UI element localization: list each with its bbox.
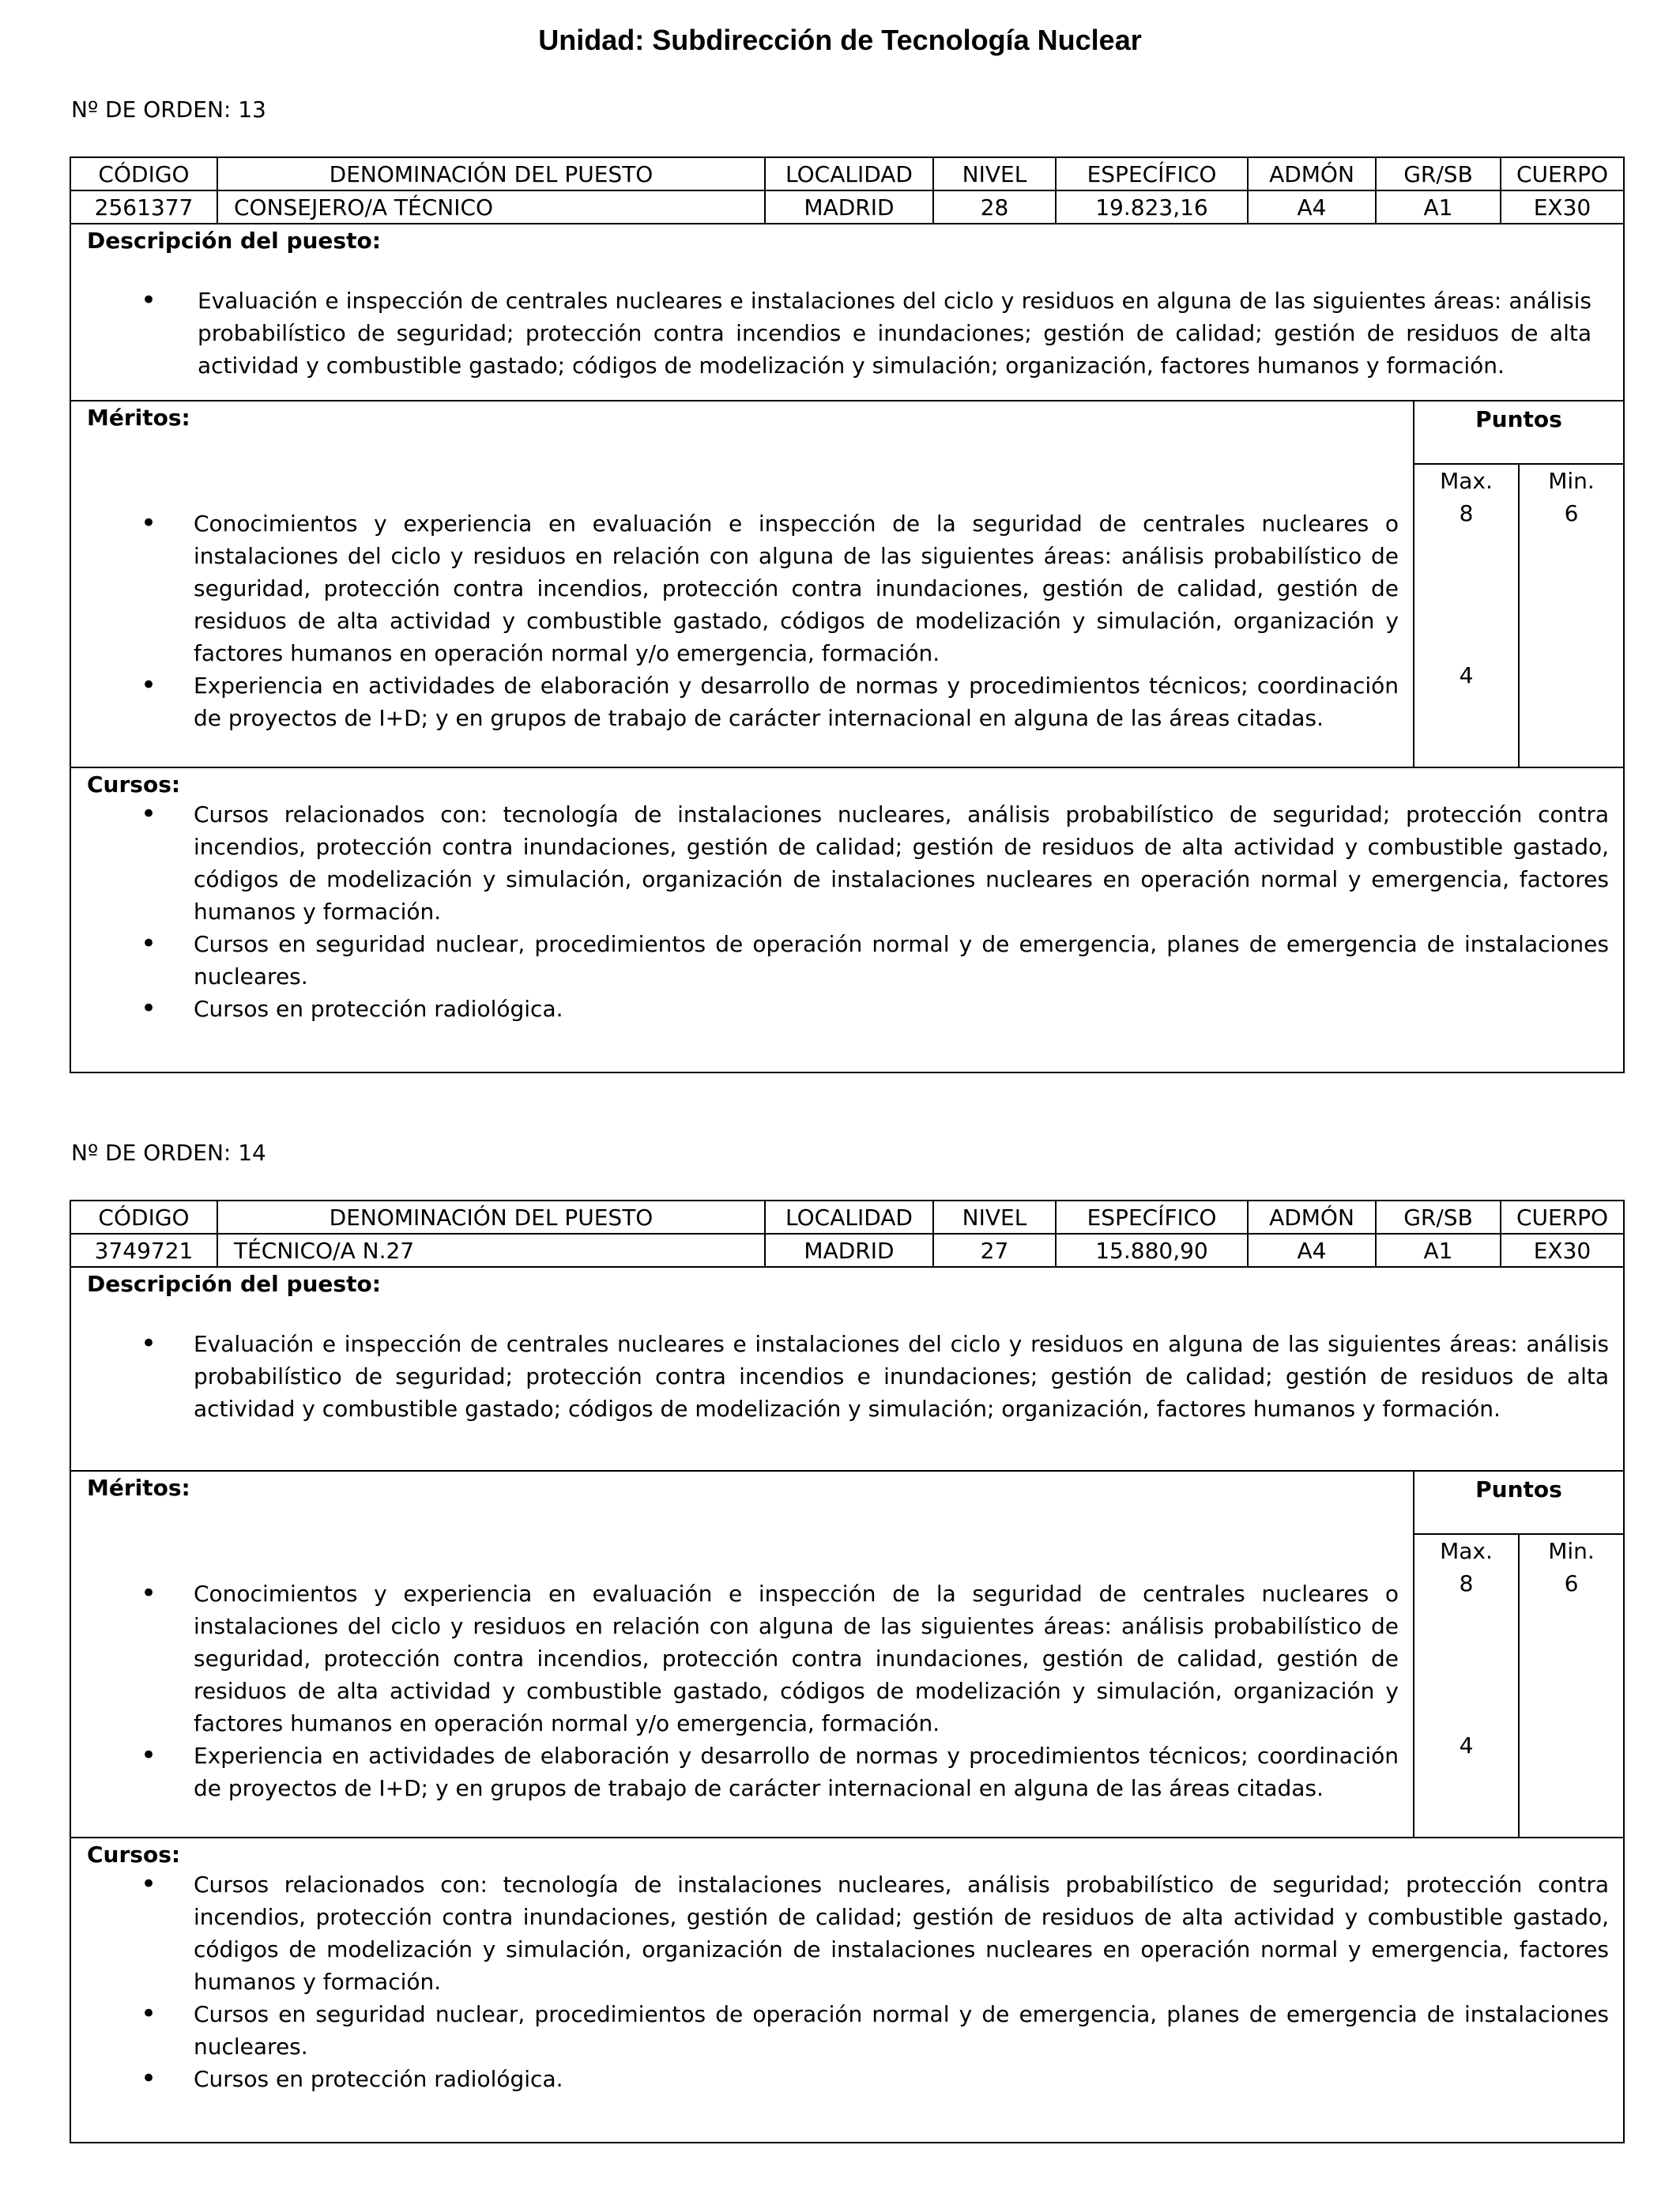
curso-item: • Cursos relacionados con: tecnología de instalaciones nucleares, análisis probabilístico de seguridad; protección contra incendios, protección contra inundaciones, gestión de calidad; gestión de residuos de alta actividad y combustible gastado, códigos de modelización y simulación, organización de instalaciones nucleares en operación normal y emergencia, factores humanos y formación. [71,798,1609,928]
merito-item: • Experiencia en actividades de elaboración y desarrollo de normas y procedimientos técnicos; coordinación de proyectos de I+D; y en grupos de trabajo de carácter internacional en alguna de las áreas citadas. [71,1740,1399,1804]
col-header-admon: ADMÓN [1249,1201,1377,1233]
descripcion-label: Descripción del puesto: [87,1271,381,1297]
col-header-localidad: LOCALIDAD [766,158,934,190]
puntos-label: Puntos [1414,401,1623,465]
nivel-value: 28 [934,191,1057,223]
meritos-main [71,1472,1414,1837]
min-label: Min. [1548,468,1595,494]
meritos-section [71,1472,1623,1838]
puntos-label: Puntos [1414,1472,1623,1535]
cursos-label: Cursos: [87,1842,181,1868]
value-row [71,191,1623,224]
puntos-max-column [1414,465,1520,767]
admon-value: A4 [1249,191,1377,223]
header-row [71,158,1623,191]
cuerpo-value: EX30 [1533,1237,1591,1264]
meritos-label: Méritos: [87,1475,190,1501]
col-header-admon: ADMÓN [1249,158,1377,190]
descripcion-section [71,1268,1623,1472]
denominacion-value: TÉCNICO/A N.27 [218,1235,766,1266]
col-header-denominacion: DENOMINACIÓN DEL PUESTO [218,158,766,190]
col-header-grsb: GR/SB [1377,158,1501,190]
min-label: Min. [1548,1538,1595,1564]
localidad-value: MADRID [766,191,934,223]
cursos-list [71,1868,1623,2095]
max-label: Max. [1440,468,1493,494]
localidad-value: MADRID [766,1235,934,1266]
codigo-value: 2561377 [71,191,218,223]
cursos-section [71,768,1623,1072]
meritos-list [71,1578,1413,1804]
value-row [71,1235,1623,1268]
curso-item: • Cursos en seguridad nuclear, procedimientos de operación normal y de emergencia, planes de emergencia de instalaciones nucleares. [71,1998,1609,2063]
col-header-codigo: CÓDIGO [71,1201,218,1233]
min-value: 6 [1564,500,1579,526]
curso-item: • Cursos en protección radiológica. [71,993,1609,1025]
merito-item: • Conocimientos y experiencia en evaluación e inspección de la seguridad de centrales nucleares o instalaciones del ciclo y residuos en relación con alguna de las siguientes áreas: análisis probabilístico de seguridad, protección contra incendios, protección contra inundaciones, gestión de calidad, gestión de residuos de alta actividad y combustible gastado, códigos de modelización y simulación, organización y factores humanos en operación normal y/o emergencia, formación. [71,1578,1399,1740]
descripcion-list [71,285,1623,382]
meritos-section [71,401,1623,768]
cursos-list [71,798,1623,1025]
max-value: 8 [1459,1570,1474,1596]
puntos-panel [1414,401,1623,767]
descripcion-item: • Evaluación e inspección de centrales nucleares e instalaciones del ciclo y residuos en alguna de las siguientes áreas: análisis probabilístico de seguridad; protección contra incendios e inundaciones; gestión de calidad; gestión de residuos de alta actividad y combustible gastado; códigos de modelización y simulación; organización, factores humanos y formación. [71,1328,1609,1425]
col-header-grsb: GR/SB [1377,1201,1501,1233]
descripcion-label: Descripción del puesto: [87,228,381,254]
codigo-value: 3749721 [71,1235,218,1266]
order-number: Nº DE ORDEN: 13 [71,96,266,123]
page-title: Unidad: Subdirección de Tecnología Nuclear [538,24,1142,56]
puntos-min-column [1520,1535,1623,1837]
merito-item: • Conocimientos y experiencia en evaluación e inspección de la seguridad de centrales nucleares o instalaciones del ciclo y residuos en relación con alguna de las siguientes áreas: análisis probabilístico de seguridad, protección contra incendios, protección contra inundaciones, gestión de calidad, gestión de residuos de alta actividad y combustible gastado, códigos de modelización y simulación, organización y factores humanos en operación normal y/o emergencia, formación. [71,507,1399,669]
denominacion-value: CONSEJERO/A TÉCNICO [218,191,766,223]
descripcion-item: • Evaluación e inspección de centrales nucleares e instalaciones del ciclo y residuos en alguna de las siguientes áreas: análisis probabilístico de seguridad; protección contra incendios e inundaciones; gestión de calidad; gestión de residuos de alta actividad y combustible gastado; códigos de modelización y simulación; organización, factores humanos y formación. [71,285,1591,382]
cursos-section [71,1838,1623,2142]
cuerpo-value: EX30 [1533,194,1591,221]
col-header-localidad: LOCALIDAD [766,1201,934,1233]
min-value: 6 [1564,1570,1579,1596]
col-header-denominacion: DENOMINACIÓN DEL PUESTO [218,1201,766,1233]
curso-item: • Cursos en protección radiológica. [71,2063,1609,2095]
col-header-cuerpo: CUERPO [1516,160,1609,187]
puntos-panel [1414,1472,1623,1837]
col-header-especifico: ESPECÍFICO [1057,1201,1249,1233]
col-header-cuerpo: CUERPO [1516,1204,1609,1231]
job-block [70,156,1625,1073]
max-value: 4 [1459,662,1474,688]
descripcion-section [71,224,1623,401]
job-block [70,1200,1625,2143]
admon-value: A4 [1249,1235,1377,1266]
header-row [71,1201,1623,1235]
col-header-codigo: CÓDIGO [71,158,218,190]
descripcion-list [71,1328,1623,1425]
meritos-list [71,507,1413,734]
nivel-value: 27 [934,1235,1057,1266]
col-header-nivel: NIVEL [934,1201,1057,1233]
grsb-value: A1 [1377,1235,1501,1266]
max-label: Max. [1440,1538,1493,1564]
curso-item: • Cursos en seguridad nuclear, procedimientos de operación normal y de emergencia, planes de emergencia de instalaciones nucleares. [71,928,1609,993]
especifico-value: 15.880,90 [1057,1235,1249,1266]
especifico-value: 19.823,16 [1057,191,1249,223]
puntos-max-column [1414,1535,1520,1837]
meritos-label: Méritos: [87,405,190,431]
grsb-value: A1 [1377,191,1501,223]
col-header-nivel: NIVEL [934,158,1057,190]
max-value: 4 [1459,1732,1474,1759]
order-number: Nº DE ORDEN: 14 [71,1140,266,1166]
col-header-especifico: ESPECÍFICO [1057,158,1249,190]
merito-item: • Experiencia en actividades de elaboración y desarrollo de normas y procedimientos técnicos; coordinación de proyectos de I+D; y en grupos de trabajo de carácter internacional en alguna de las áreas citadas. [71,669,1399,734]
meritos-main [71,401,1414,767]
curso-item: • Cursos relacionados con: tecnología de instalaciones nucleares, análisis probabilístico de seguridad; protección contra incendios, protección contra inundaciones, gestión de calidad; gestión de residuos de alta actividad y combustible gastado, códigos de modelización y simulación, organización de instalaciones nucleares en operación normal y emergencia, factores humanos y formación. [71,1868,1609,1998]
cursos-label: Cursos: [87,771,181,797]
max-value: 8 [1459,500,1474,526]
puntos-min-column [1520,465,1623,767]
